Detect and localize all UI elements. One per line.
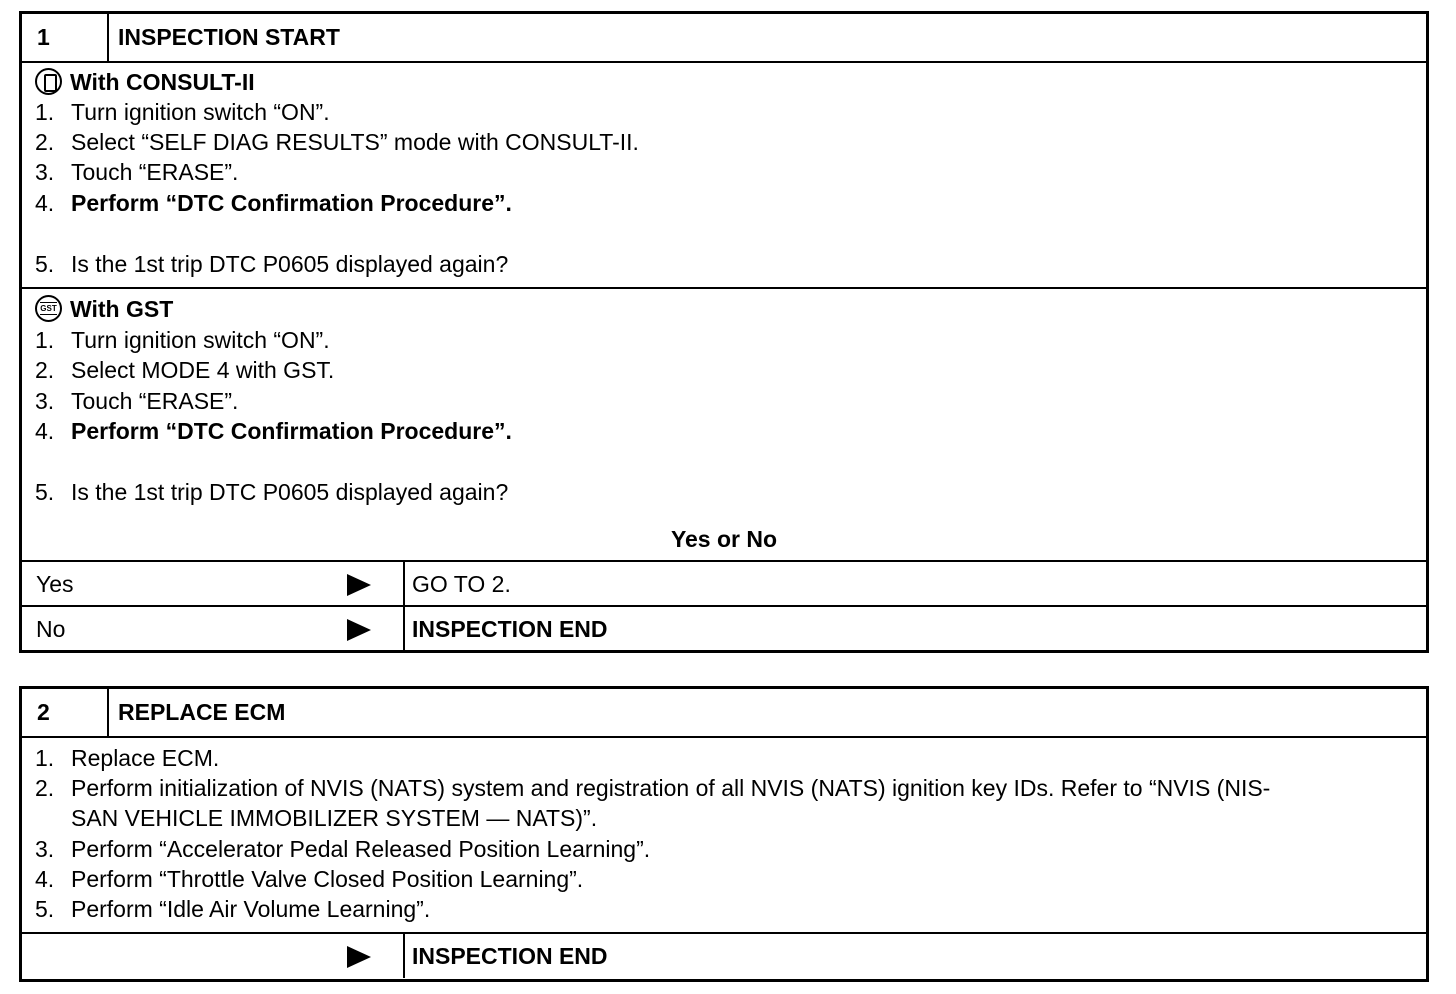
consult-ii-icon [35,68,62,95]
right-arrow-icon [347,946,371,968]
inspection-block-1 [19,11,1429,653]
gst-heading-line [35,294,173,324]
yes-no-question: Yes or No [670,526,778,552]
consult-section [22,61,1426,287]
outcome-row-yes [22,560,1426,606]
list-item: 5. Is the 1st trip DTC P0605 displayed again? [35,251,509,277]
list-item: 1. Turn ignition switch “ON”. [35,327,330,353]
list-item: 1. Turn ignition switch “ON”. [35,99,330,125]
list-item: 3. Perform “Accelerator Pedal Released Position Learning”. [35,836,651,862]
right-arrow-icon [347,619,371,641]
inspection-block-2 [19,686,1429,982]
outcome-result: INSPECTION END [412,943,608,969]
outcome-result: GO TO 2. [412,571,511,597]
consult-heading-line [35,67,255,97]
right-arrow-icon [347,574,371,596]
list-item: 4. Perform “DTC Confirmation Procedure”. [35,190,512,216]
outcome-result: INSPECTION END [412,616,608,642]
outcome-row-end [22,932,1426,978]
list-item: 1. Replace ECM. [35,745,220,771]
gst-icon: GST [35,295,62,322]
step-number: 2 [22,689,109,736]
outcome-label: Yes [36,571,74,597]
list-item: 3. Touch “ERASE”. [35,388,239,414]
list-item: 5. Perform “Idle Air Volume Learning”. [35,896,431,922]
consult-heading: With CONSULT-II [70,69,255,95]
list-item: 2. Perform initialization of NVIS (NATS) system and registration of all NVIS (NATS) ignition key IDs. Refer to “NVIS (NIS- [35,775,1271,801]
block-header [22,14,1426,63]
replace-ecm-steps [22,736,1426,931]
step-number: 1 [22,14,109,61]
block-header [22,689,1426,738]
list-item: SAN VEHICLE IMMOBILIZER SYSTEM — NATS)”. [71,805,598,831]
list-item: 2. Select “SELF DIAG RESULTS” mode with CONSULT-II. [35,129,639,155]
list-item: 4. Perform “Throttle Valve Closed Position Learning”. [35,866,584,892]
outcome-label: No [36,616,66,642]
gst-section [22,289,1426,559]
list-item: 2. Select MODE 4 with GST. [35,357,335,383]
step-title: REPLACE ECM [118,699,286,725]
step-title: INSPECTION START [118,24,340,50]
list-item: 5. Is the 1st trip DTC P0605 displayed again? [35,479,509,505]
gst-heading: With GST [70,296,174,322]
list-item: 4. Perform “DTC Confirmation Procedure”. [35,418,512,444]
list-item: 3. Touch “ERASE”. [35,159,239,185]
outcome-row-no [22,605,1426,651]
